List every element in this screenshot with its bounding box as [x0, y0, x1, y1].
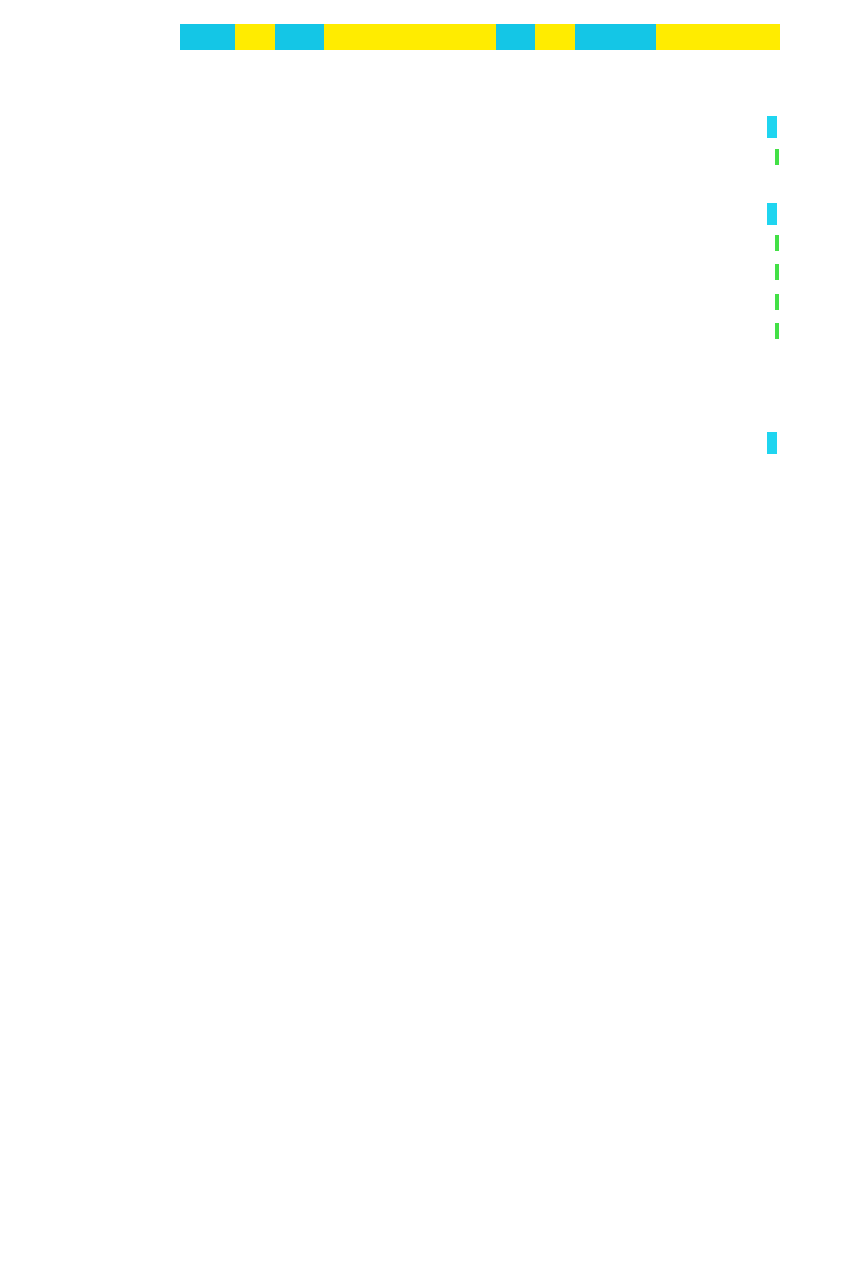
list-item: [772, 261, 779, 283]
header-band: [180, 24, 780, 50]
list-item: [772, 320, 779, 342]
list-item: [772, 232, 779, 254]
grade-label: [324, 24, 496, 50]
section-heading-location: [767, 116, 777, 138]
section-heading-terrain: [767, 203, 777, 225]
list-item: [772, 146, 779, 168]
list-item: [772, 291, 779, 313]
document-title: [619, 54, 663, 72]
section-heading-climate: [767, 432, 777, 454]
subject-label: [656, 24, 780, 50]
